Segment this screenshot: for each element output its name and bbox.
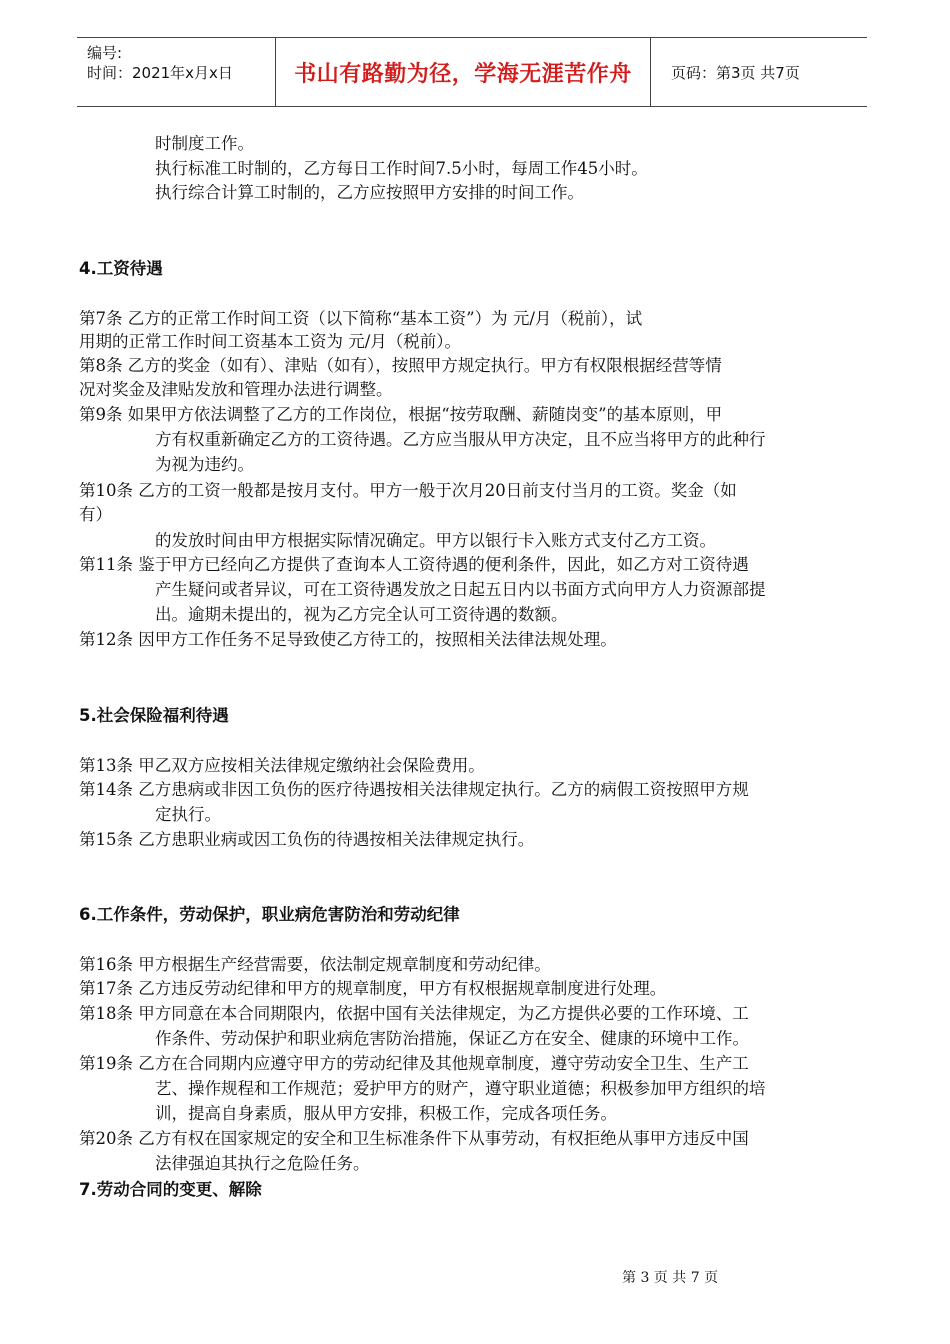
page-header xyxy=(77,37,867,107)
clause-line: 训，提高自身素质，服从甲方安排，积极工作，完成各项任务。 xyxy=(155,1104,617,1123)
clause-line: 方有权重新确定乙方的工资待遇。乙方应当服从甲方决定，且不应当将甲方的此种行 xyxy=(155,430,766,449)
page-footer: 第 3 页 共 7 页 xyxy=(622,1270,719,1286)
clause-line: 第18条 甲方同意在本合同期限内，依据中国有关法律规定，为乙方提供必要的工作环境、工 xyxy=(79,1004,749,1023)
intro-line: 时制度工作。 xyxy=(155,134,254,153)
clause-line: 第13条 甲乙双方应按相关法律规定缴纳社会保险费用。 xyxy=(79,756,485,775)
clause-line: 第10条 乙方的工资一般都是按月支付。甲方一般于次月20日前支付当月的工资。奖金（如 xyxy=(79,481,737,500)
clause-line: 第20条 乙方有权在国家规定的安全和卫生标准条件下从事劳动，有权拒绝从事甲方违反中国 xyxy=(79,1129,749,1148)
clause-line: 况对奖金及津贴发放和管理办法进行调整。 xyxy=(79,380,393,399)
clause-line: 艺、操作规程和工作规范；爱护甲方的财产，遵守职业道德；积极参加甲方组织的培 xyxy=(155,1079,766,1098)
clause-line: 第9条 如果甲方依法调整了乙方的工作岗位，根据“按劳取酬、薪随岗变”的基本原则，甲 xyxy=(79,405,723,424)
clause-line: 第19条 乙方在合同期内应遵守甲方的劳动纪律及其他规章制度，遵守劳动安全卫生、生产工 xyxy=(79,1054,749,1073)
clause-line: 第7条 乙方的正常工作时间工资（以下简称“基本工资”）为 元/月（税前），试 xyxy=(79,309,643,328)
document-date-label: 时间：2021年x月x日 xyxy=(87,64,233,82)
clause-line: 为视为违约。 xyxy=(155,455,254,474)
clause-line: 第15条 乙方患职业病或因工负伤的待遇按相关法律规定执行。 xyxy=(79,830,535,849)
clause-line: 定执行。 xyxy=(155,805,221,824)
clause-line: 用期的正常工作时间工资基本工资为 元/月（税前）。 xyxy=(79,332,462,351)
clause-line: 出。逾期未提出的，视为乙方完全认可工资待遇的数额。 xyxy=(155,605,568,624)
clause-line: 第8条 乙方的奖金（如有）、津贴（如有），按照甲方规定执行。甲方有权限根据经营等情 xyxy=(79,356,722,375)
clause-line: 有） xyxy=(79,505,112,524)
intro-line: 执行综合计算工时制的，乙方应按照甲方安排的时间工作。 xyxy=(155,183,584,202)
header-motto: 书山有路勤为径，学海无涯苦作舟 xyxy=(276,38,651,106)
header-meta-cell xyxy=(77,38,276,106)
header-page-label xyxy=(661,38,867,106)
page-number-text: 页码：第3页 共7页 xyxy=(671,63,800,82)
clause-line: 第17条 乙方违反劳动纪律和甲方的规章制度，甲方有权根据规章制度进行处理。 xyxy=(79,979,667,998)
section-heading: 5.社会保险福利待遇 xyxy=(79,706,229,725)
clause-line: 法律强迫其执行之危险任务。 xyxy=(155,1154,370,1173)
document-number-label: 编号: xyxy=(87,44,123,62)
clause-line: 第14条 乙方患病或非因工负伤的医疗待遇按相关法律规定执行。乙方的病假工资按照甲方规 xyxy=(79,780,749,799)
clause-line: 产生疑问或者异议，可在工资待遇发放之日起五日内以书面方式向甲方人力资源部提 xyxy=(155,580,766,599)
section-heading: 4.工资待遇 xyxy=(79,259,163,278)
clause-line: 第12条 因甲方工作任务不足导致使乙方待工的，按照相关法律法规处理。 xyxy=(79,630,617,649)
clause-line: 第11条 鉴于甲方已经向乙方提供了查询本人工资待遇的便利条件，因此，如乙方对工资待遇 xyxy=(79,555,749,574)
section-heading: 7.劳动合同的变更、解除 xyxy=(79,1180,262,1199)
clause-line: 的发放时间由甲方根据实际情况确定。甲方以银行卡入账方式支付乙方工资。 xyxy=(155,531,716,550)
clause-line: 第16条 甲方根据生产经营需要，依法制定规章制度和劳动纪律。 xyxy=(79,955,551,974)
intro-line: 执行标准工时制的，乙方每日工作时间7.5小时，每周工作45小时。 xyxy=(155,159,648,178)
clause-line: 作条件、劳动保护和职业病危害防治措施，保证乙方在安全、健康的环境中工作。 xyxy=(155,1029,749,1048)
section-heading: 6.工作条件，劳动保护，职业病危害防治和劳动纪律 xyxy=(79,905,460,924)
